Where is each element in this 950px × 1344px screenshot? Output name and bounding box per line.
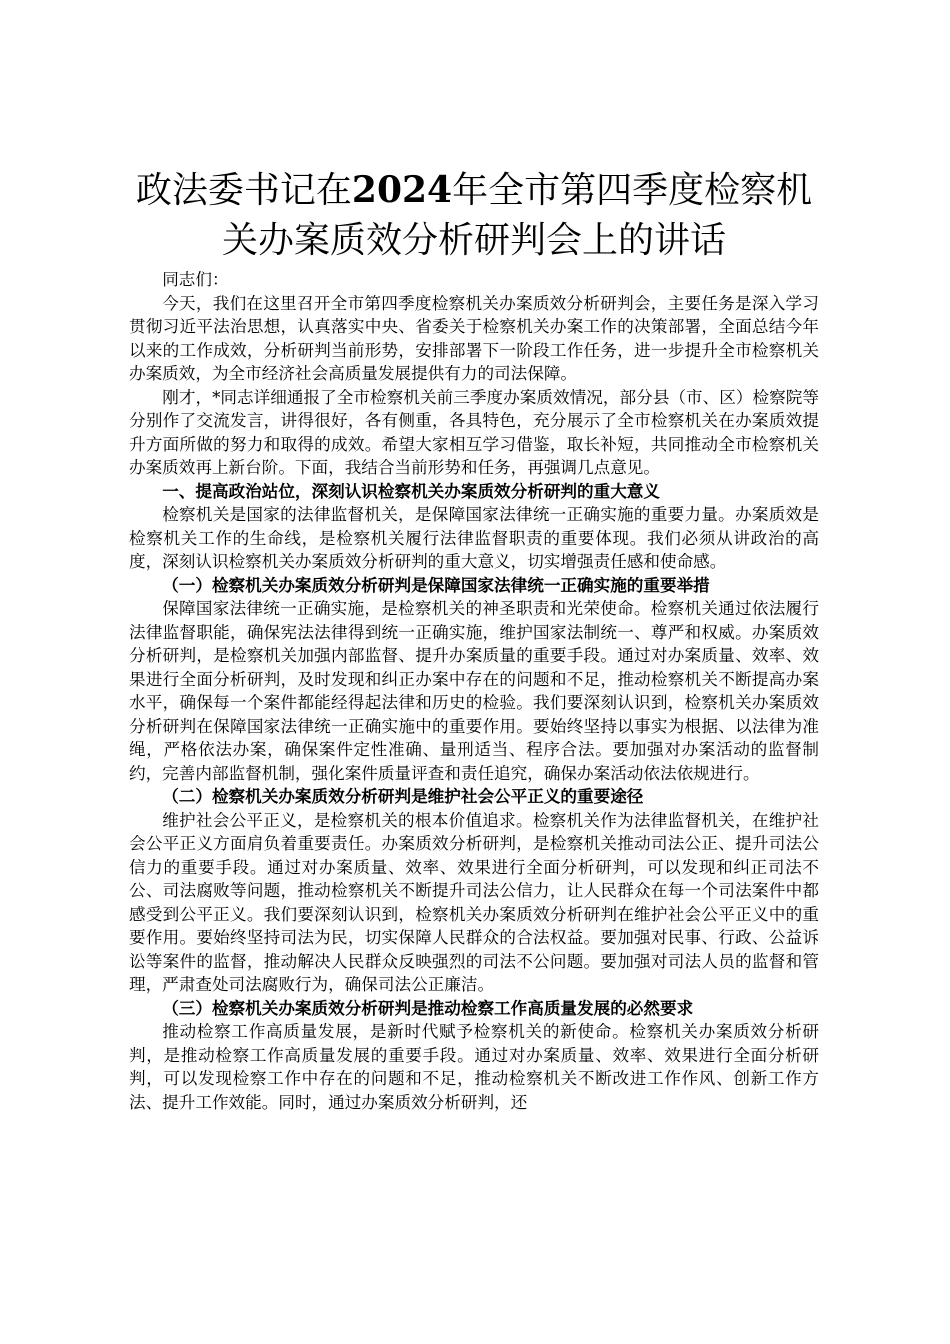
paragraph-intro-2: 刚才，*同志详细通报了全市检察机关前三季度办案质效情况，部分县（市、区）检察院等分别作了交流发言，讲得很好，各有侧重，各具特色，充分展示了全市检察机关在办案质效提升方面所做的努力和取得的成效。希望大家相互学习借鉴，取长补短，共同推动全市检察机关办案质效再上新台阶。下面，我结合当前形势和任务，再强调几点意见。 <box>129 387 819 477</box>
subsection-heading-2: （二）检察机关办案质效分析研判是维护社会公平正义的重要途径 <box>162 786 644 806</box>
title-suffix: 年全市第四季度检察机关办案质效分析研判会上的讲话 <box>221 170 813 261</box>
paragraph-subsection-1: 保障国家法律统一正确实施，是检察机关的神圣职责和光荣使命。检察机关通过依法履行法律监督职能，确保宪法法律得到统一正确实施，维护国家法制统一、尊严和权威。办案质效分析研判，是检察机关加强内部监督、提升办案质量的重要手段。通过对办案质量、效率、效果进行全面分析研判，及时发现和纠正办案中存在的问题和不足，推动检察机关不断提高办案水平，确保每一个案件都能经得起法律和历史的检验。我们要深刻认识到，检察机关办案质效分析研判在保障国家法律统一正确实施中的重要作用。要始终坚持以事实为根据、以法律为准绳，严格依法办案，确保案件定性准确、量刑适当、程序合法。要加强对办案活动的监督制约，完善内部监督机制，强化案件质量评查和责任追究，确保办案活动依法依规进行。 <box>129 599 819 783</box>
title-year: 2024 <box>351 169 453 211</box>
document-page <box>129 165 819 1114</box>
salutation: 同志们： <box>162 270 229 289</box>
paragraph-section-1: 检察机关是国家的法律监督机关，是保障国家法律统一正确实施的重要力量。办案质效是检察机关工作的生命线，是检察机关履行法律监督职责的重要体现。我们必须从讲政治的高度，深刻认识检察机关办案质效分析研判的重大意义，切实增强责任感和使命感。 <box>129 505 819 571</box>
paragraph-subsection-2: 维护社会公平正义，是检察机关的根本价值追求。检察机关作为法律监督机关，在维护社会公平正义方面肩负着重要责任。办案质效分析研判，是检察机关推动司法公正、提升司法公信力的重要手段。通过对办案质量、效率、效果进行全面分析研判，可以发现和纠正司法不公、司法腐败等问题，推动检察机关不断提升司法公信力，让人民群众在每一个司法案件中都感受到公平正义。我们要深刻认识到，检察机关办案质效分析研判在维护社会公平正义中的重要作用。要始终坚持司法为民，切实保障人民群众的合法权益。要加强对民事、行政、公益诉讼等案件的监督，推动解决人民群众反映强烈的司法不公问题。要加强对司法人员的监督和管理，严肃查处司法腐败行为，确保司法公正廉洁。 <box>129 810 819 994</box>
document-body <box>129 268 819 1114</box>
subsection-heading-1: （一）检察机关办案质效分析研判是保障国家法律统一正确实施的重要举措 <box>162 574 710 595</box>
paragraph-subsection-3: 推动检察工作高质量发展，是新时代赋予检察机关的新使命。检察机关办案质效分析研判，是推动检察工作高质量发展的重要手段。通过对办案质量、效率、效果进行全面分析研判，可以发现检察工作中存在的问题和不足，推动检察机关不断改进工作作风、创新工作方法、提升工作效能。同时，通过办案质效分析研判，还 <box>129 1022 819 1112</box>
subsection-heading-3: （三）检察机关办案质效分析研判是推动检察工作高质量发展的必然要求 <box>162 997 694 1018</box>
title-prefix: 政法委书记在 <box>135 170 352 211</box>
paragraph-intro-1: 今天，我们在这里召开全市第四季度检察机关办案质效分析研判会，主要任务是深入学习贯彻习近平法治思想，认真落实中央、省委关于检察机关办案工作的决策部署，全面总结今年以来的工作成效，分析研判当前形势，安排部署下一阶段工作任务，进一步提升全市检察机关办案质效，为全市经济社会高质量发展提供有力的司法保障。 <box>129 293 819 383</box>
section-heading-1: 一、提高政治站位，深刻认识检察机关办案质效分析研判的重大意义 <box>162 480 660 501</box>
document-title <box>129 165 819 266</box>
